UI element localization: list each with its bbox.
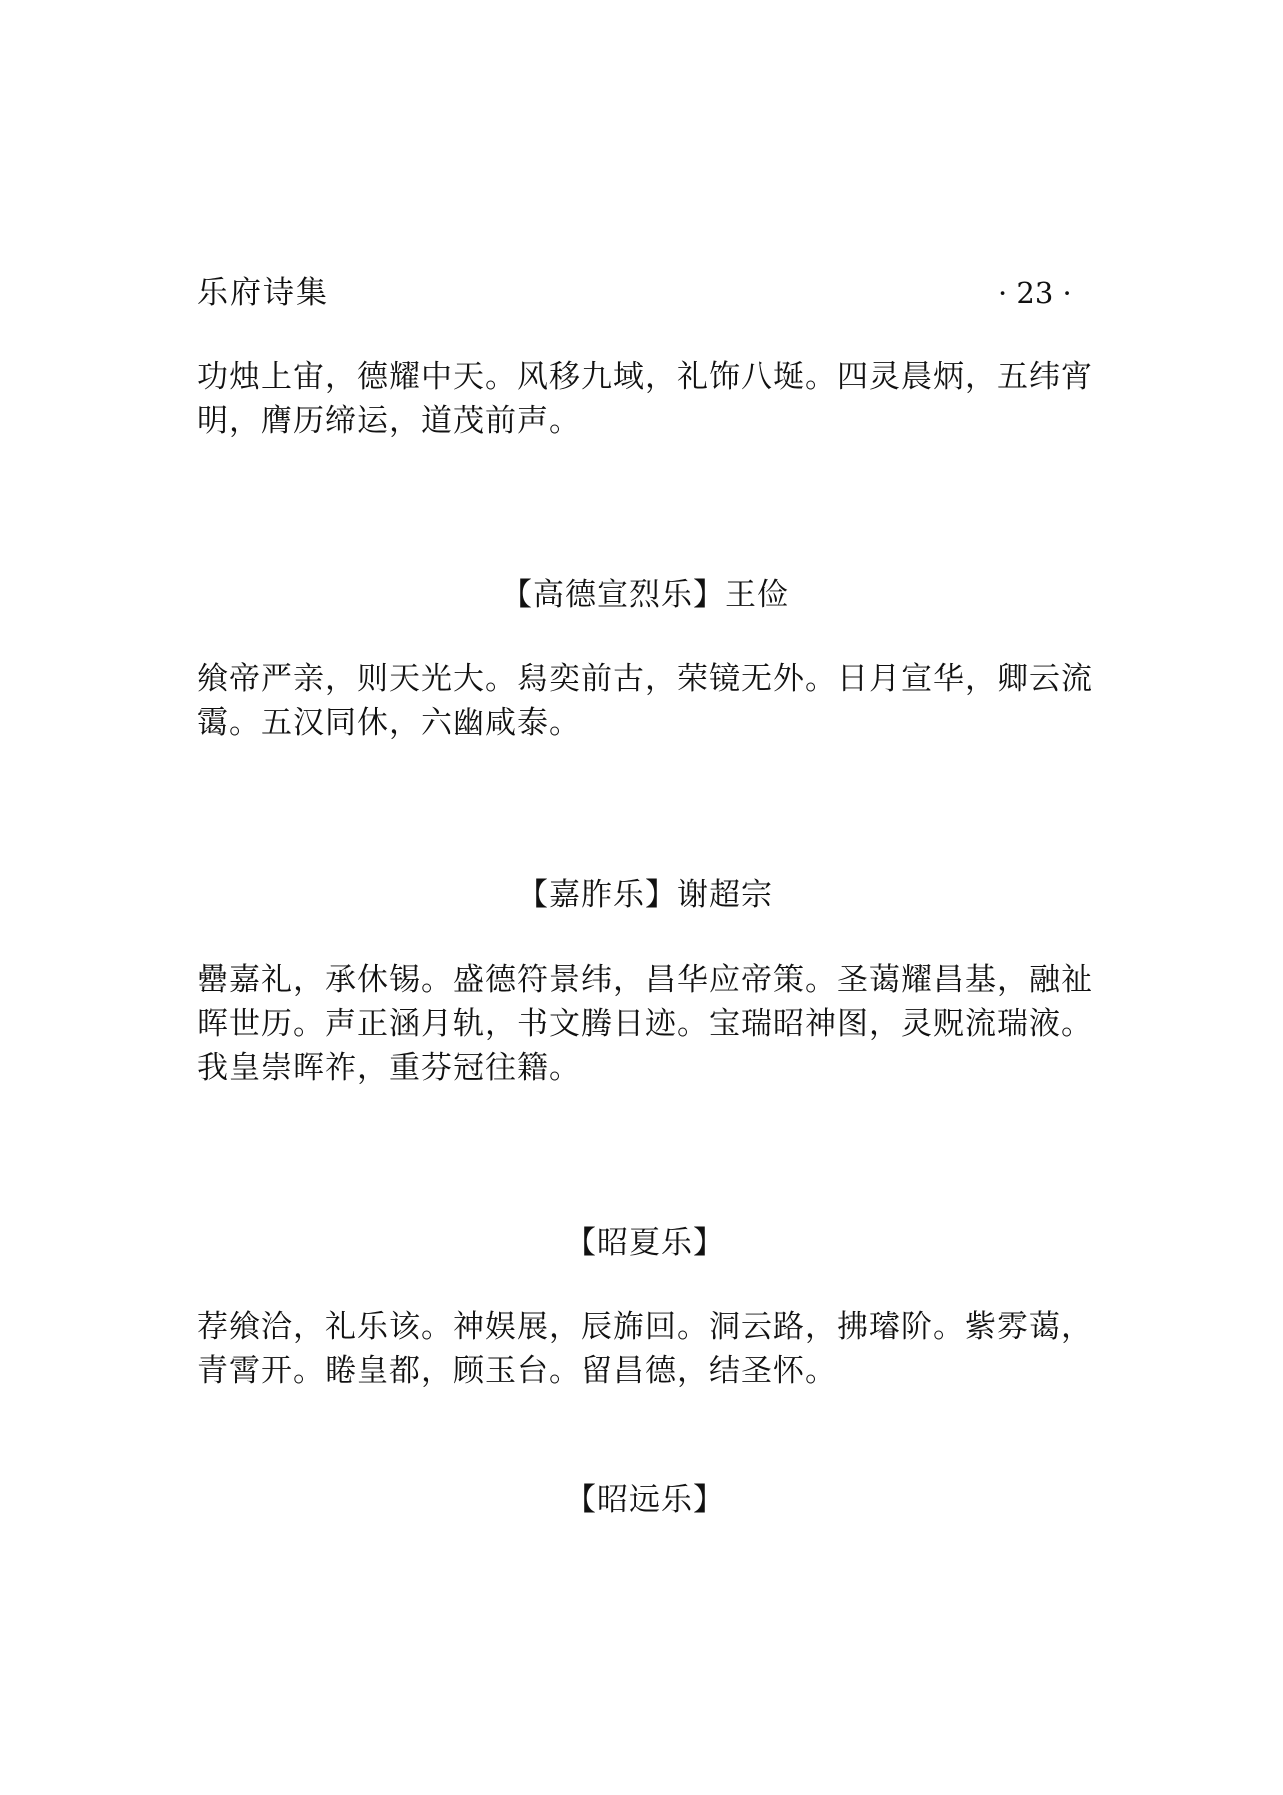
poem-text: 罍嘉礼，承休锡。盛德符景纬，昌华应帝策。圣蔼耀昌基，融祉晖世历。声正涵月轨，书文腾日迹。宝瑞昭神图，灵贶流瑞液。我皇崇晖祚，重芬冠往籍。 [197, 962, 1093, 1086]
poem-text: 功烛上宙，德耀中天。风移九域，礼饰八埏。四灵晨炳，五纬宵明，膺历缔运，道茂前声。 [197, 359, 1093, 439]
poem-heading: 【嘉胙乐】谢超宗 [517, 877, 773, 913]
poem-heading: 【高德宣烈乐】王俭 [501, 577, 789, 613]
poem-text: 荐飨洽，礼乐该。神娱展，辰旆回。洞云路，拂璿阶。紫雰蔼，青霄开。睠皇都，顾玉台。留昌德，结圣怀。 [197, 1309, 1093, 1389]
poem-heading: 【昭远乐】 [565, 1482, 725, 1518]
poem-heading: 【昭夏乐】 [565, 1225, 725, 1261]
poem-text: 飨帝严亲，则天光大。舄奕前古，荣镜无外。日月宣华，卿云流霭。五汉同休，六幽咸泰。 [197, 661, 1093, 741]
page-number: · 23 · [998, 276, 1072, 310]
running-title: 乐府诗集 [197, 275, 329, 311]
